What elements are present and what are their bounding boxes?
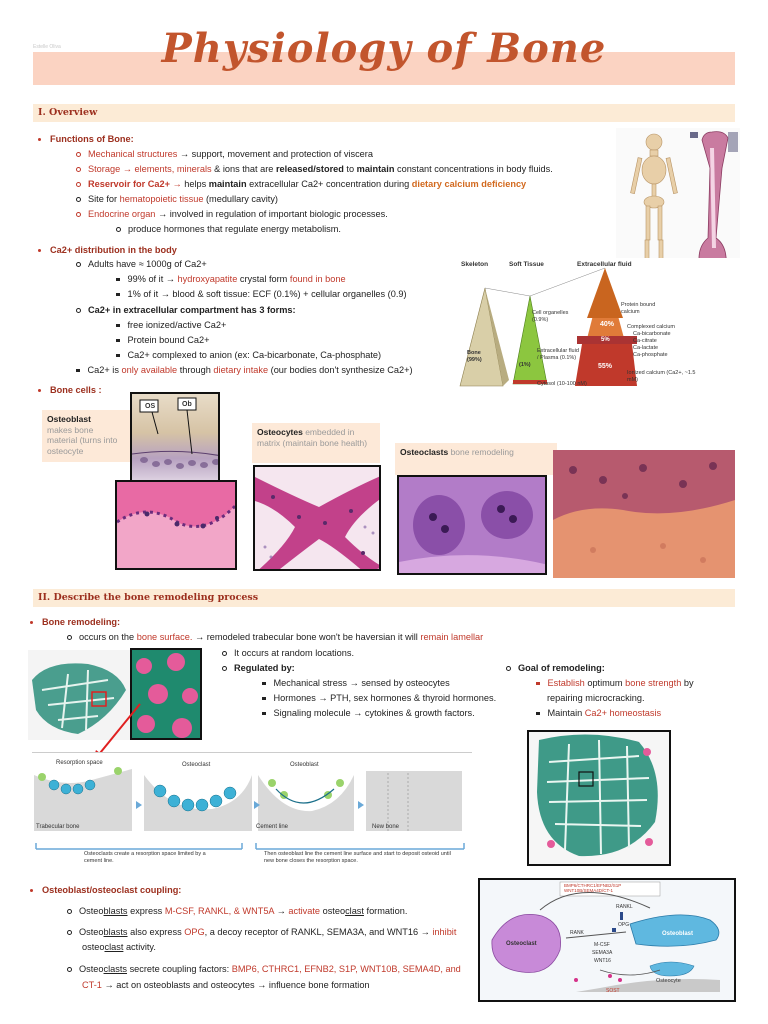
section-title: II. Describe the bone remodeling process xyxy=(38,592,259,603)
bullet-icon xyxy=(536,712,540,716)
calcium-item: Ca2+ in extracellular compartment has 3 forms: xyxy=(76,304,296,316)
osteoclast-caption: Osteoclasts bone remodeling xyxy=(395,443,557,475)
calcium-item: Adults have ≈ 1000g of Ca2+ xyxy=(76,258,207,270)
coupling-figure: BMP6/CTHRC1/EFNB2/S1P WNT10B/SEMA4D/CT-1 Osteoclast Osteoblast Osteocyte RANK RANKL OPG M-CSF SEMA3A WNT16 SOST xyxy=(478,878,736,1002)
section-title: I. Overview xyxy=(38,107,98,118)
osteoblast-micrograph-bottom xyxy=(115,480,237,570)
bullet-icon xyxy=(76,212,81,217)
regulator-item: Signaling molecule → cytokines & growth factors. xyxy=(262,707,475,719)
skeleton-illustration xyxy=(616,128,740,276)
section-remodeling xyxy=(33,589,735,607)
calcium-subitem: 1% of it → blood & soft tissue: ECF (0.1%) + cellular organelles (0.9) xyxy=(116,288,407,300)
bullet-icon xyxy=(67,967,72,972)
author-label: Estelle Oliva xyxy=(33,44,61,50)
bullet-icon xyxy=(116,339,120,343)
coupling-item: Osteoblasts express M-CSF, RANKL, & WNT5A → activate osteoclast formation. xyxy=(67,905,407,917)
remodeling-heading: Bone remodeling: xyxy=(30,616,120,628)
coupling-item-cont: CT-1 → act on osteoblasts and osteocytes → influence bone formation xyxy=(82,980,370,990)
remodeling-section-image xyxy=(527,730,671,866)
bullet-icon xyxy=(222,651,227,656)
bullet-icon xyxy=(30,621,33,624)
osteoclast-micrograph-right xyxy=(553,450,735,578)
bullet-icon xyxy=(116,227,121,232)
function-item: Reservoir for Ca2+ → helps maintain extracellular Ca2+ concentration during dietary calcium deficiency xyxy=(76,178,526,190)
osteocyte-micrograph xyxy=(253,465,381,571)
calcium-subitem: Protein bound Ca2+ xyxy=(116,334,209,346)
bullet-icon xyxy=(536,682,540,686)
bullet-icon xyxy=(506,666,511,671)
remodeling-item: Regulated by: xyxy=(222,662,295,674)
bullet-icon xyxy=(76,262,81,267)
regulator-item: Hormones → PTH, sex hormones & thyroid hormones. xyxy=(262,692,496,704)
osteocyte-caption: Osteocytes embedded in matrix (maintain bone health) xyxy=(252,423,380,463)
functions-heading: Functions of Bone: xyxy=(38,133,134,145)
calcium-subitem: 99% of it → hydroxyapatite crystal form found in bone xyxy=(116,273,346,285)
bullet-icon xyxy=(222,666,227,671)
coupling-heading: Osteoblast/osteoclast coupling: xyxy=(30,884,181,896)
bullet-icon xyxy=(67,635,72,640)
osteoclast-micrograph-left xyxy=(397,475,547,575)
bullet-icon xyxy=(76,369,80,373)
bullet-icon xyxy=(76,167,81,172)
bullet-icon xyxy=(262,682,266,686)
bullet-icon xyxy=(76,197,81,202)
skeleton-bone-image xyxy=(616,128,740,276)
osteoblast-caption: Osteoblast makes bone material (turns into osteocyte xyxy=(42,410,130,462)
bullet-icon xyxy=(116,278,120,282)
goal-item-cont: repairing microcracking. xyxy=(547,693,645,703)
coupling-item: Osteoclasts secrete coupling factors: BMP6, CTHRC1, EFNB2, S1P, WNT10B, SEMA4D, and xyxy=(67,963,461,975)
bullet-icon xyxy=(38,138,41,141)
goal-item: Maintain Ca2+ homeostasis xyxy=(536,707,661,719)
bullet-icon xyxy=(76,308,81,313)
calcium-distribution-figure: Skeleton Soft Tissue Extracellular fluid Bone (99%) (1%) Cell organelles (0.9%) Extracellular fluid / Plasma (0.1%) Cytosol (10-100 nM) Protein bound calcium 40% 5% 55% Complexed calcium Ca-bicarbonate Ca-citrate Ca-lactate Ca-phosphate Ionized calcium (Ca2+, ~1.5 mM) xyxy=(455,258,740,394)
calcium-item: Ca2+ is only available through dietary intake (our bodies don't synthesize Ca2+) xyxy=(76,364,413,376)
calcium-heading: Ca2+ distribution in the body xyxy=(38,244,177,256)
function-item: Storage → elements, minerals & ions that are released/stored to maintain constant concentrations in body fluids. xyxy=(76,163,553,175)
goal-heading: Goal of remodeling: xyxy=(506,662,605,674)
bullet-icon xyxy=(38,389,41,392)
bullet-icon xyxy=(116,293,120,297)
remodeling-item: It occurs at random locations. xyxy=(222,647,354,659)
bullet-icon xyxy=(67,909,72,914)
bullet-icon xyxy=(76,182,81,187)
function-item: Site for hematopoietic tissue (medullary cavity) xyxy=(76,193,278,205)
calcium-subitem: Ca2+ complexed to anion (ex: Ca-bicarbonate, Ca-phosphate) xyxy=(116,349,381,361)
bullet-icon xyxy=(116,324,120,328)
page-title: Physiology of Bone xyxy=(161,25,607,72)
remodeling-cycle-figure: Resorption space Osteoclast Osteoblast Trabecular bone Cement line New bone Osteoclasts create a resorption space limited by a cement line. Then osteoblast line the cement line surface and start to deposit osteoid until new bone closes the resorption space. xyxy=(32,752,472,868)
coupling-item: Osteoblasts also express OPG, a decoy receptor of RANKL, SEMA3A, and WNT16 → inhibit xyxy=(67,926,456,938)
cells-heading: Bone cells : xyxy=(38,384,102,396)
long-bone-section xyxy=(690,132,738,271)
remodeling-item: occurs on the bone surface. → remodeled trabecular bone won't be haversian it will remain lamellar xyxy=(67,631,483,643)
function-item: Endocrine organ → involved in regulation of important biologic processes. xyxy=(76,208,388,220)
coupling-item-cont: osteoclast activity. xyxy=(82,942,156,952)
bullet-icon xyxy=(30,889,33,892)
bullet-icon xyxy=(116,354,120,358)
bullet-icon xyxy=(38,249,41,252)
bullet-icon xyxy=(67,930,72,935)
section-overview xyxy=(33,104,735,122)
calcium-subitem: free ionized/active Ca2+ xyxy=(116,319,226,331)
bullet-icon xyxy=(262,712,266,716)
function-item: Mechanical structures → support, movement and protection of viscera xyxy=(76,148,373,160)
function-subitem: produce hormones that regulate energy metabolism. xyxy=(116,223,341,235)
regulator-item: Mechanical stress → sensed by osteocytes xyxy=(262,677,450,689)
bullet-icon xyxy=(262,697,266,701)
osteoblast-micrograph-top: OS Ob xyxy=(130,392,220,482)
bullet-icon xyxy=(76,152,81,157)
goal-item: Establish optimum bone strength by xyxy=(536,677,694,689)
